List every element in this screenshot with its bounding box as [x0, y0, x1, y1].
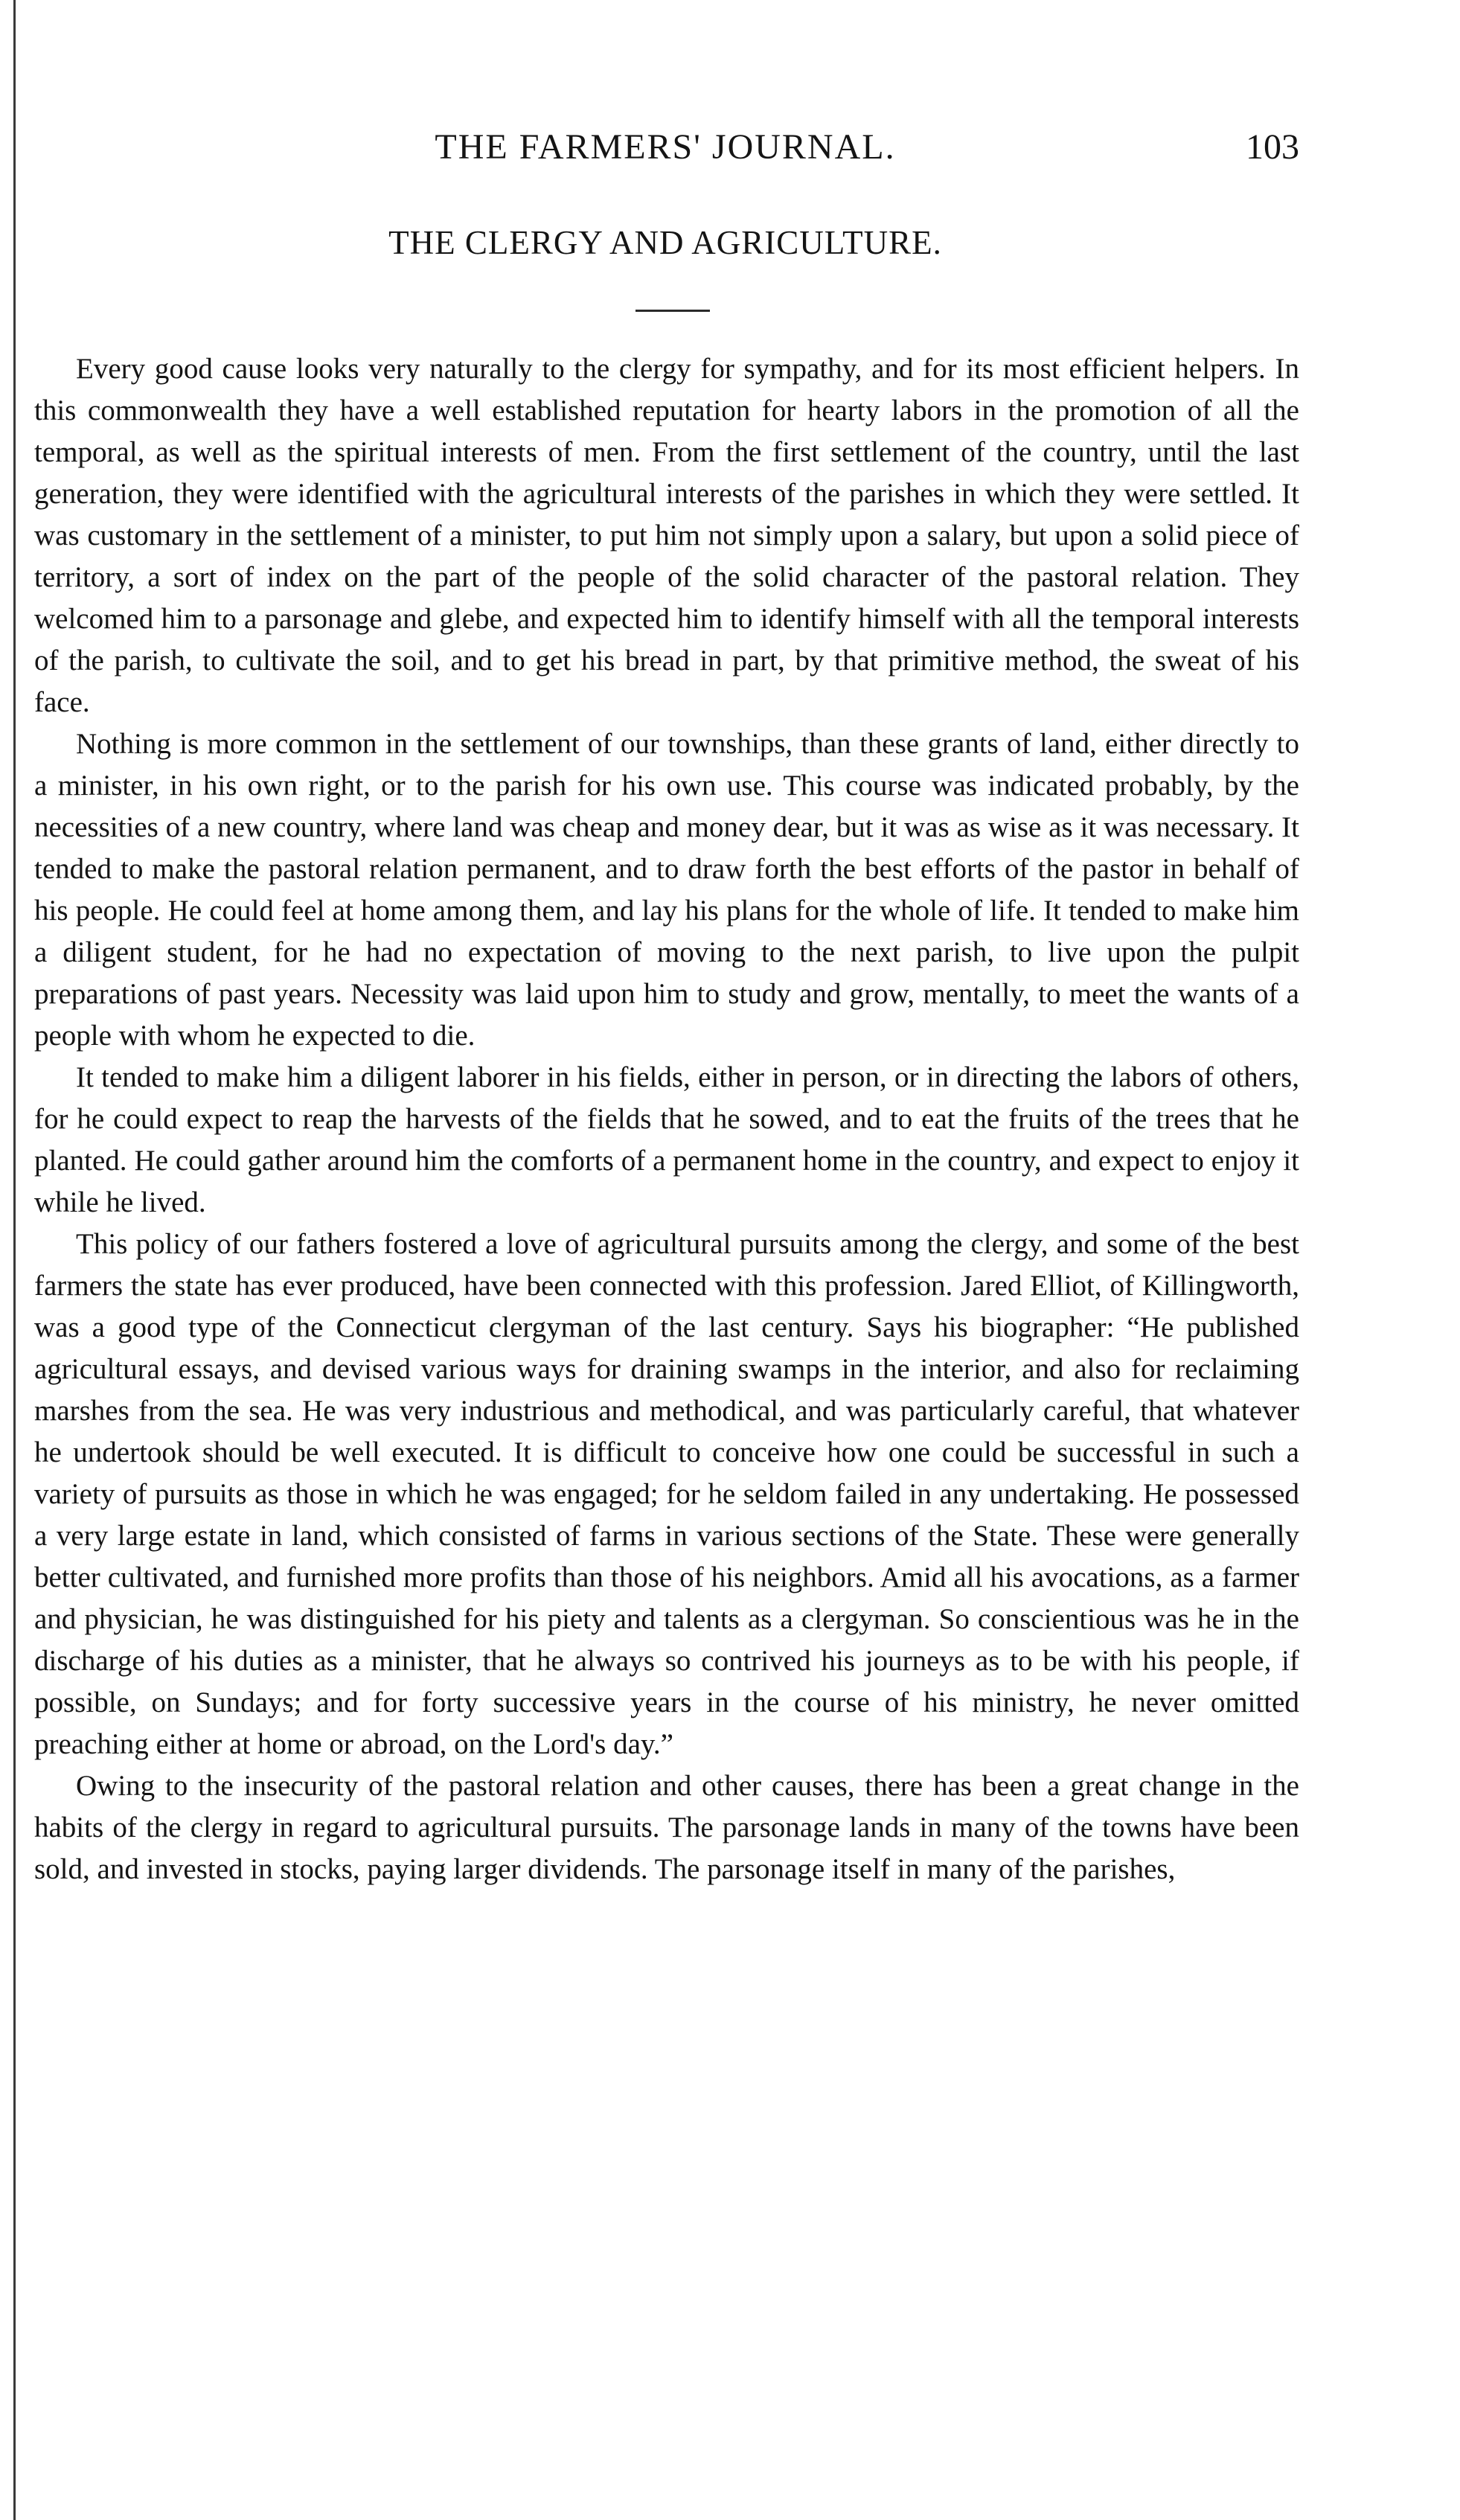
paragraph-1: Every good cause looks very naturally to the clergy for sympathy, and for its most efficient helpers. In this commonwealth they have a well established reputation for hearty labors in the promotion of all the temporal, as well as the spiritual interests of men. From the first settlement of the country, until the last generation, they were identified with the agricultural interests of the parishes in which they were settled. It was customary in the settlement of a minister, to put him not simply upon a salary, but upon a solid piece of territory, a sort of index on the part of the people of the solid character of the pastoral relation. They welcomed him to a parsonage and glebe, and expected him to identify himself with all the temporal interests of the parish, to cultivate the soil, and to get his bread in part, by that primitive method, the sweat of his face. [34, 353, 1299, 718]
paragraph-2: Nothing is more common in the settlement of our townships, than these grants of land, either directly to a minister, in his own right, or to the parish for his own use. This course was indicated probably, by the necessities of a new country, where land was cheap and money dear, but it was as wise as it was necessary. It tended to make the pastoral relation permanent, and to draw forth the best efforts of the pastor in behalf of his people. He could feel at home among them, and lay his plans for the whole of life. It tended to make him a diligent student, for he had no expectation of moving to the next parish, to live upon the pulpit preparations of past years. Necessity was laid upon him to study and grow, mentally, to meet the wants of a people with whom he expected to die. [34, 728, 1299, 1052]
paragraph-5: Owing to the insecurity of the pastoral relation and other causes, there has been a great change in the habits of the clergy in regard to agricultural pursuits. The parsonage lands in many of the towns have been sold, and invested in stocks, paying larger dividends. The parsonage itself in many of the parishes, [34, 1770, 1299, 1885]
title-divider [635, 310, 710, 312]
article-title: THE CLERGY AND AGRICULTURE. [388, 224, 942, 261]
paragraph-3: It tended to make him a diligent laborer in his fields, either in person, or in directing the labors of others, for he could expect to reap the harvests of the fields that he sowed, and to eat the fruits of the trees that he planted. He could gather around him the comforts of a permanent home in the country, and expect to enjoy it while he lived. [34, 1061, 1299, 1218]
running-head [27, 125, 1304, 170]
page-number: 103 [1246, 127, 1299, 167]
journal-title: THE FARMERS' JOURNAL. [435, 127, 896, 167]
page-edge-rule [13, 0, 16, 2520]
paragraph-4: This policy of our fathers fostered a love of agricultural pursuits among the clergy, and some of the best farmers the state has ever produced, have been connected with this profession. Jared Elliot, of Killingworth, was a good type of the Connecticut clergyman of the last century. Says his biographer: “He published agricultural essays, and devised various ways for draining swamps in the interior, and also for reclaiming marshes from the sea. He was very industrious and methodical, and was particularly careful, that whatever he undertook should be well executed. It is difficult to conceive how one could be successful in such a variety of pursuits as those in which he was engaged; for he seldom failed in any undertaking. He possessed a very large estate in land, which consisted of farms in various sections of the State. These were generally better cultivated, and furnished more profits than those of his neighbors. Amid all his avocations, as a farmer and physician, he was distinguished for his piety and talents as a clergyman. So conscientious was he in the discharge of his duties as a minister, that he always so contrived his journeys as to be with his people, if possible, on Sundays; and for forty successive years in the course of his ministry, he never omitted preaching either at home or abroad, on the Lord's day.” [34, 1228, 1299, 1760]
article-body [34, 348, 1299, 1890]
